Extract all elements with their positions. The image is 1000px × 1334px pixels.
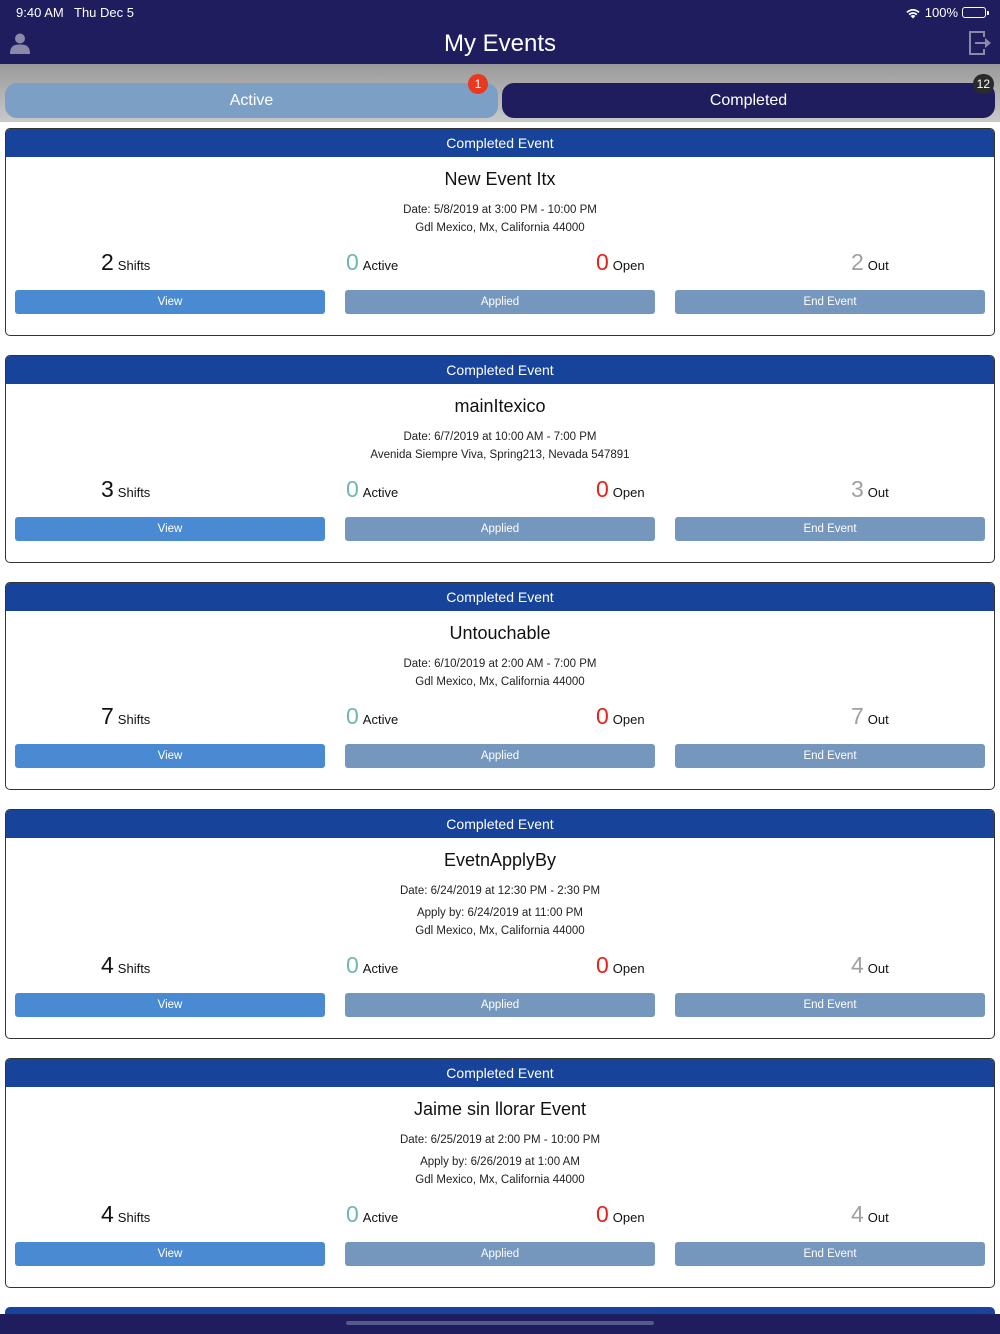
event-card-header: Completed Event [6, 129, 994, 157]
stat-shifts: 4 Shifts [101, 1201, 151, 1227]
event-actions [6, 517, 994, 541]
event-actions [6, 744, 994, 768]
stat-shifts: 4 Shifts [101, 952, 151, 978]
event-date: Date: 6/7/2019 at 10:00 AM - 7:00 PM [403, 431, 597, 443]
event-address: Avenida Siempre Viva, Spring213, Nevada 547891 [370, 449, 630, 461]
completed-count-badge: 12 [973, 74, 994, 94]
applied-button[interactable]: Applied [345, 993, 655, 1017]
event-date: Date: 6/10/2019 at 2:00 AM - 7:00 PM [403, 658, 597, 670]
stat-out: 4 Out [851, 1201, 889, 1227]
event-date: Date: 5/8/2019 at 3:00 PM - 10:00 PM [403, 204, 597, 216]
active-count-badge: 1 [468, 74, 488, 94]
event-actions [6, 993, 994, 1017]
end-event-button[interactable]: End Event [675, 993, 985, 1017]
tab-completed-label: Completed [709, 92, 788, 109]
view-button[interactable]: View [15, 290, 325, 314]
tab-active-label: Active [229, 92, 274, 109]
tab-completed[interactable] [502, 77, 995, 118]
event-card [5, 128, 995, 336]
event-apply-by: Apply by: 6/26/2019 at 1:00 AM [420, 1156, 580, 1168]
event-stats [6, 476, 994, 510]
segmented-control [0, 64, 1000, 122]
end-event-button[interactable]: End Event [675, 290, 985, 314]
event-address: Gdl Mexico, Mx, California 44000 [415, 925, 585, 937]
event-card [5, 809, 995, 1039]
tab-active[interactable] [5, 77, 498, 118]
event-list[interactable] [0, 122, 1000, 1314]
event-card-header: Completed Event [6, 583, 994, 611]
status-time: 9:40 AM [16, 5, 64, 20]
stat-out: 3 Out [851, 476, 889, 502]
event-actions [6, 1242, 994, 1266]
event-date: Date: 6/25/2019 at 2:00 PM - 10:00 PM [399, 1134, 601, 1146]
event-card [5, 582, 995, 790]
event-address: Gdl Mexico, Mx, California 44000 [415, 222, 585, 234]
page-title: My Events [443, 30, 557, 57]
status-date: Thu Dec 5 [74, 5, 134, 20]
stat-shifts: 7 Shifts [101, 703, 151, 729]
event-card-header: Completed Event [6, 810, 994, 838]
event-date: Date: 6/24/2019 at 12:30 PM - 2:30 PM [399, 885, 601, 897]
view-button[interactable]: View [15, 1242, 325, 1266]
end-event-button[interactable]: End Event [675, 1242, 985, 1266]
event-card [5, 1058, 995, 1288]
event-card [5, 355, 995, 563]
applied-button[interactable]: Applied [345, 290, 655, 314]
event-apply-by: Apply by: 6/24/2019 at 11:00 PM [416, 907, 583, 919]
wifi-icon [905, 7, 921, 19]
stat-active: 0 Active [346, 476, 399, 502]
stat-out: 2 Out [851, 249, 889, 275]
stat-active: 0 Active [346, 249, 399, 275]
applied-button[interactable]: Applied [345, 517, 655, 541]
stat-active: 0 Active [346, 703, 399, 729]
stat-out: 7 Out [851, 703, 889, 729]
stat-open: 0 Open [596, 249, 645, 275]
event-stats [6, 703, 994, 737]
event-actions [6, 290, 994, 314]
event-stats [6, 952, 994, 986]
logout-icon[interactable] [966, 29, 992, 57]
bottom-bar [0, 1314, 1000, 1334]
event-title: EvetnApplyBy [443, 850, 557, 870]
end-event-button[interactable]: End Event [675, 517, 985, 541]
stat-shifts: 3 Shifts [101, 476, 151, 502]
next-event-card-header [5, 1307, 995, 1314]
status-right [905, 5, 986, 20]
event-title: Jaime sin llorar Event [413, 1099, 587, 1119]
event-title: Untouchable [449, 623, 551, 643]
home-indicator[interactable] [346, 1321, 654, 1325]
end-event-button[interactable]: End Event [675, 744, 985, 768]
event-address: Gdl Mexico, Mx, California 44000 [415, 676, 585, 688]
battery-icon [962, 7, 986, 18]
top-bar [0, 0, 1000, 64]
view-button[interactable]: View [15, 993, 325, 1017]
event-stats [6, 249, 994, 283]
view-button[interactable]: View [15, 744, 325, 768]
event-address: Gdl Mexico, Mx, California 44000 [415, 1174, 585, 1186]
stat-shifts: 2 Shifts [101, 249, 151, 275]
view-button[interactable]: View [15, 517, 325, 541]
event-card-header: Completed Event [6, 1059, 994, 1087]
stat-active: 0 Active [346, 952, 399, 978]
applied-button[interactable]: Applied [345, 744, 655, 768]
battery-percent: 100% [924, 5, 958, 20]
stat-open: 0 Open [596, 703, 645, 729]
stat-open: 0 Open [596, 952, 645, 978]
stat-open: 0 Open [596, 476, 645, 502]
event-stats [6, 1201, 994, 1235]
stat-open: 0 Open [596, 1201, 645, 1227]
stat-out: 4 Out [851, 952, 889, 978]
event-title: mainItexico [454, 396, 546, 416]
applied-button[interactable]: Applied [345, 1242, 655, 1266]
event-card-header: Completed Event [6, 356, 994, 384]
stat-active: 0 Active [346, 1201, 399, 1227]
event-title: New Event Itx [444, 169, 556, 189]
